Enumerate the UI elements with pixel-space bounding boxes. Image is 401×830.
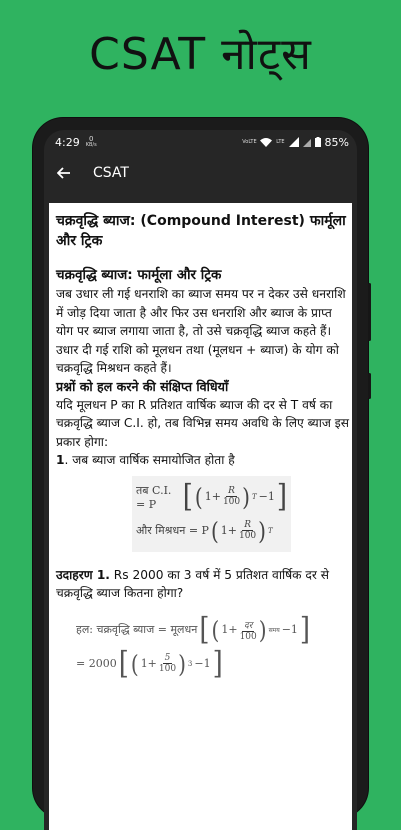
article-title: चक्रवृद्धि ब्याज: (Compound Interest) फार्मूला और ट्रिक <box>56 213 346 249</box>
point-one: 1. जब ब्याज वार्षिक समायोजित होता है <box>56 453 235 467</box>
volte-indicator: VoLTE <box>242 138 257 145</box>
section-heading: चक्रवृद्धि ब्याज: फार्मूला और ट्रिक <box>56 267 222 283</box>
phone-frame <box>33 118 368 818</box>
app-bar-title: CSAT <box>93 165 129 181</box>
status-time: 4:29 <box>55 135 80 149</box>
paragraph-definition: जब उधार ली गई धनराशि का ब्याज समय पर न देकर उसे धनराशि में जोड़ दिया जाता है और फिर उस धनराशि और ब्याज के प्राप्त योग पर ब्याज लगाया जाता है, तो उसे चक्रवृद्धि ब्याज कहते हैं। उधार दी गई राशि को मूलधन तथा (मूलधन + ब्याज) के योग को चक्रवृद्धि मिश्रधन कहते हैं। <box>56 287 346 375</box>
formula-ci: तब C.I. = P [ ( 1+ $\frac{R}{100}$ ) T −1 ] <box>136 478 287 515</box>
lte-indicator: LTE <box>276 138 285 145</box>
formula-image <box>132 476 291 552</box>
promo-title: CSAT नोट्स <box>89 29 312 80</box>
formula-amount: और मिश्रधन = P ( 1+ $\frac{R}{100}$ ) T <box>136 516 273 545</box>
battery-percent: 85% <box>324 135 349 149</box>
signal-icon <box>289 137 299 147</box>
paragraph-methods: यदि मूलधन P का R प्रतिशत वार्षिक ब्याज की दर से T वर्ष का चक्रवृद्धि ब्याज C.I. हो, तब विभिन्न समय अवधि के लिए ब्याज इस प्रकार होगा: <box>56 397 350 449</box>
subsection-heading: प्रश्नों को हल करने की संक्षिप्त विधियाँ <box>56 378 229 394</box>
phone-side-button <box>368 283 371 341</box>
battery-icon <box>315 137 321 147</box>
data-speed: 0 KB/s <box>85 135 97 148</box>
phone-screen <box>44 130 357 830</box>
back-arrow-icon[interactable] <box>44 167 84 179</box>
solution-step-2: = 2000 [ ( 1+ $\frac{5}{100}$ ) 3 −1 ] <box>76 645 223 682</box>
phone-side-button <box>368 373 371 399</box>
signal-icon-2 <box>303 137 311 147</box>
wifi-icon <box>260 137 272 147</box>
solution-step-1: हल: चक्रवृद्धि ब्याज = मूलधन [ ( 1+ $\frac{\text{दर}}{100}$ ) समय −1 ] <box>76 611 311 648</box>
app-bar <box>44 154 357 192</box>
example-one: उदाहरण 1. Rs 2000 का 3 वर्ष में 5 प्रतिशत वार्षिक दर से चक्रवृद्धि ब्याज कितना होगा? <box>56 567 329 600</box>
article-content[interactable] <box>49 203 352 830</box>
status-bar <box>44 130 357 154</box>
solution-image <box>76 613 352 681</box>
